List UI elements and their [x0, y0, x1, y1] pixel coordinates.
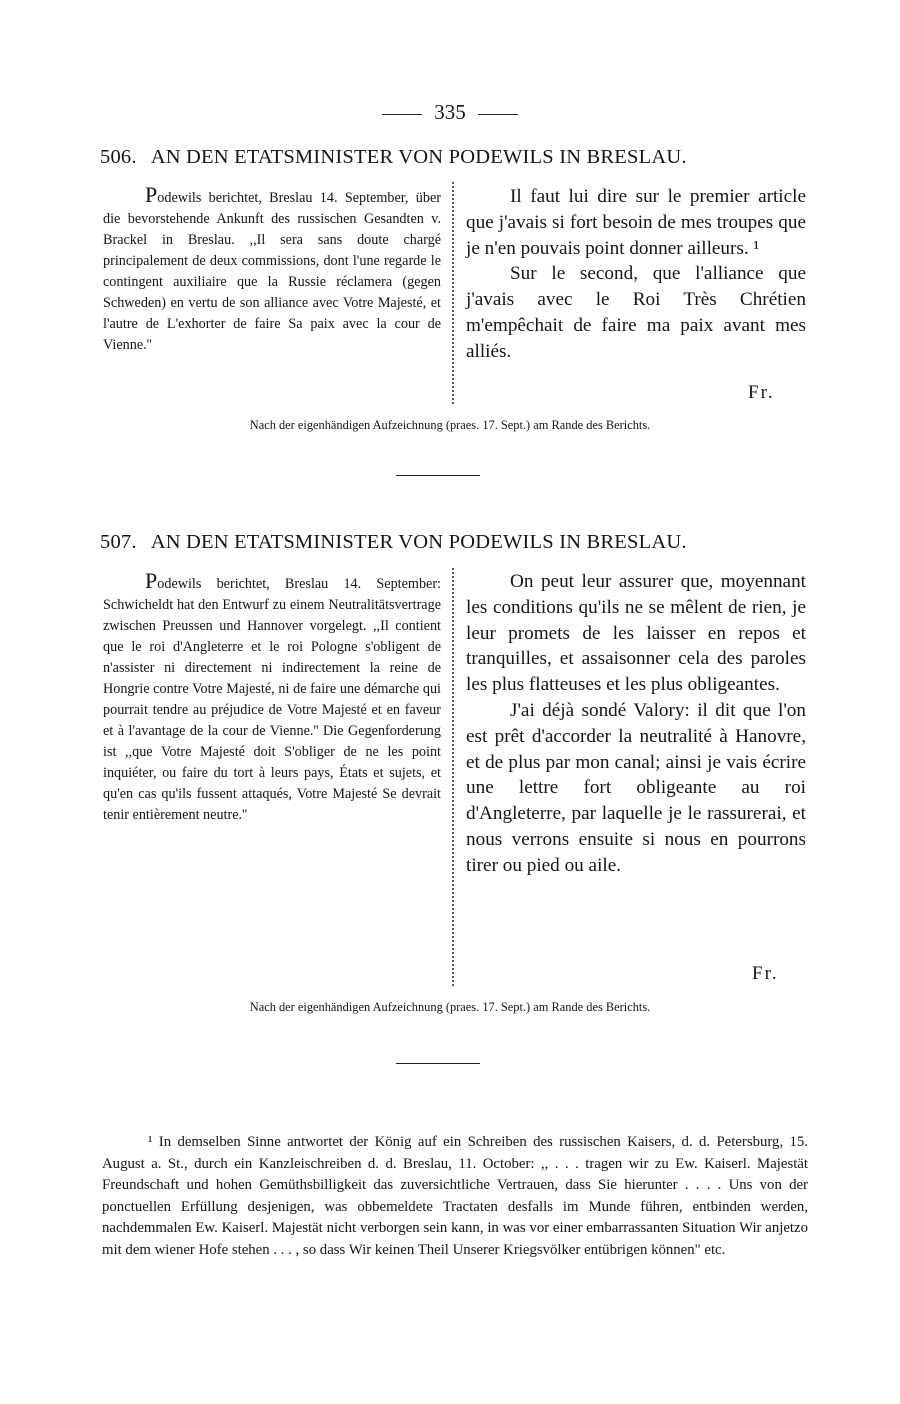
report-initial: P: [145, 182, 158, 207]
section-heading-506: [100, 146, 805, 169]
report-summary-506: [103, 184, 441, 356]
column-divider-506: [452, 182, 454, 404]
footnote: [102, 1132, 808, 1262]
section-heading-507: [100, 531, 805, 554]
signature: Fr.: [752, 963, 779, 984]
royal-reply-507: [466, 569, 806, 879]
section-number: 506.: [100, 146, 137, 168]
section-title: AN DEN ETATSMINISTER VON PODEWILS IN BRESLAU.: [150, 531, 687, 553]
section-number: 507.: [100, 531, 137, 553]
section-title: AN DEN ETATSMINISTER VON PODEWILS IN BRESLAU.: [150, 146, 687, 168]
page-number-dash-left: [382, 114, 422, 115]
source-note: Nach der eigenhändigen Aufzeichnung (praes. 17. Sept.) am Rande des Berichts.: [249, 418, 651, 432]
report-text: odewils berichtet, Breslau 14. September, über die bevorstehende Ankunft des russischen Gesandten v. Brackel in Breslau. ,,Il sera sans doute chargé principalement de deux commissions, dont l'une regarde le contingent auxiliaire que la Russie réclamera (gegen Schweden) en vertu de son alliance avec Votre Majesté, et l'autre de L'exhorter de faire Sa paix avec la cour de Vienne.'': [103, 190, 441, 353]
royal-reply-506: [466, 184, 806, 365]
report-initial: P: [145, 568, 158, 593]
signature: Fr.: [748, 382, 775, 403]
section-separator-rule: [396, 1063, 480, 1064]
page-number-line: [0, 100, 900, 125]
report-paragraph: [103, 184, 441, 356]
report-text: odewils berichtet, Breslau 14. September: Schwicheldt hat den Entwurf zu einem Neutralitätsvertrage zwischen Preussen und Hannover vorgelegt. ,,Il contient que le roi d'Angleterre et le roi Pologne s'obligent de n'assister ni directement ni indirectement la reine de Hongrie contre Votre Majesté, ni de faire une démarche qui pourrait tendre au préjudice de Votre Majesté et en faveur et à l'avantage de la cour de Vienne.'' Die Gegenforderung ist ,,que Votre Majesté doit S'obliger de ne les point inquiéter, ou faire du tort à leurs pays, États et sujets, et qu'en cas qu'ils fussent attaqués, Votre Majesté Se devrait tenir entièrement neutre.'': [103, 576, 441, 823]
footnote-text: ¹ In demselben Sinne antwortet der König auf ein Schreiben des russischen Kaisers, d. d. Petersburg, 15. August a. St., durch ein Kanzleischreiben d. d. Breslau, 11. October: ,, . . . tragen wir zu Ew. Kaiserl. Majestät Freundschaft und hohen Gemüthsbilligkeit das zuversichtliche Vertrauen, dass Sie hierunter . . . . Uns von der ponctuellen Erfüllung desjenigen, was obbemeldete Tractaten desfalls im Munde führen, entbinden werden, nachdemmalen Ew. Kaiserl. Majestät nicht verborgen sein kann, in was vor einer embarrassanten Situation Wir anjetzo mit dem wiener Hofe stehen . . . , so dass Wir keinen Theil Unserer Kriegsvölker entübrigen können" etc.: [102, 1134, 808, 1258]
report-paragraph: [103, 570, 441, 826]
reply-paragraph: J'ai déjà sondé Valory: il dit que l'on est prêt d'accorder la neutralité à Hanovre, et de plus par mon canal; ainsi je vais écrire une lettre fort obligeante au roi d'Angleterre, par laquelle je le rassurerai, et nous verrons ensuite si nous en pourrons tirer ou pied ou aile.: [466, 699, 806, 876]
reply-paragraph: Il faut lui dire sur le premier article que j'avais si fort besoin de mes troupes que je n'en pouvais point donner ailleurs. ¹: [466, 186, 806, 259]
section-separator-rule: [396, 475, 480, 476]
reply-paragraph: On peut leur assurer que, moyennant les conditions qu'ils ne se mêlent de rien, je leur promets de les laisser en repos et tranquilles, et assaisonner cela des paroles les plus flatteuses et les plus obligeantes.: [466, 571, 806, 696]
column-divider-507: [452, 568, 454, 986]
page-number-dash-right: [478, 114, 518, 115]
page-number: 335: [434, 100, 466, 124]
reply-paragraph: Sur le second, que l'alliance que j'avais avec le Roi Très Chrétien m'empêchait de faire ma paix avant mes alliés.: [466, 263, 806, 362]
report-summary-507: [103, 570, 441, 826]
source-note: Nach der eigenhändigen Aufzeichnung (praes. 17. Sept.) am Rande des Berichts.: [249, 1000, 651, 1014]
